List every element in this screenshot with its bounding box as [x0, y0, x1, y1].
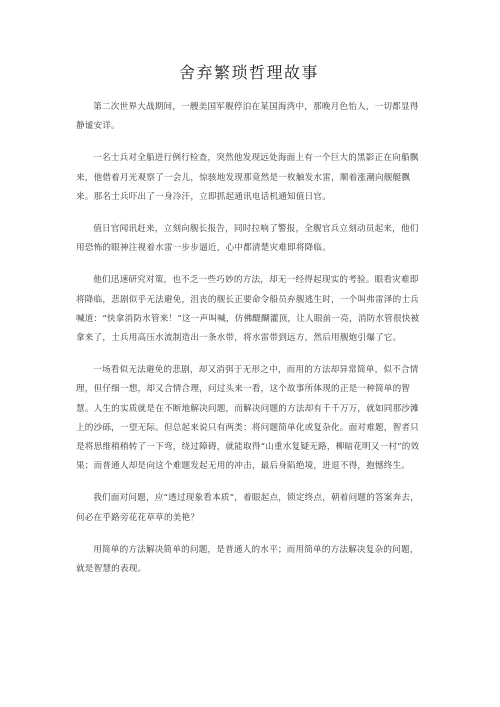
paragraph-7: 用简单的方法解决简单的问题，是普通人的水平；而用简单的方法解决复杂的问题，就是智慧的表现。 [76, 544, 419, 575]
paragraph-3: 值日官闻讯赶来，立刻向舰长报告，同时拉响了警报，全舰官兵立刻动员起来，他们用恐怖的眼神注视着水雷一步步逼近，心中都清楚灾难即将降临。 [76, 224, 419, 254]
paragraph-2: 一名士兵对全船进行例行检查，突然他发现远处海面上有一个巨大的黑影正在向船飘来，他借着月光观察了一会儿，惊骇地发现那竟然是一枚触发水雷，顺着涨潮向舰艇飘来。那名士兵吓出了一身冷汗，立即抓起通讯电话机通知值日官。 [76, 153, 419, 202]
paragraph-6: 我们面对问题，应“透过现象看本质”，着眼起点，锁定终点，朝着问题的答案奔去，何必在乎路旁花花草草的美艳？ [76, 493, 419, 523]
paragraph-5: 一场看似无法避免的悲剧，却又消弭于无形之中，而用的方法却异常简单，似不合情理，但仔细一想，却又合情合理，问过头来一看，这个故事所体现的正是一种简单的智慧。人生的实质就是在不断地解决问题，而解决问题的方法却有千千万万，就如同那沙滩上的沙砾，一望无际。但总起来说只有两类：将问题简单化或复杂化。面对难题，智者只是将思维稍稍转了一下弯，绕过障碍，就能取得“山重水复疑无路，柳暗花明又一村”的效果；而普通人却是向这个难题发起无用的冲击，最后身陷绝境，进退不得，抱憾终生。 [76, 365, 420, 472]
document-title: 舍弃繁琐哲理故事 [178, 63, 319, 82]
paragraph-4: 他们迅速研究对策，也不乏一些巧妙的方法，却无一经得起现实的考验。眼看灾难即将降临，悲剧似乎无法避免，沮丧的舰长正要命令船员弃舰逃生时，一个叫弗雷泽的士兵喊道：“快拿消防水管来！”这一声叫喊，仿佛醍醐灌顶，让人眼前一亮，消防水管很快被拿来了，士兵用高压水流制造出一条水带，将水雷带到远方，然后用舰炮引爆了它。 [76, 275, 420, 344]
paragraph-1: 第二次世界大战期间，一艘美国军舰停泊在某国海湾中，那晚月色怡人，一切都显得静谧安详。 [76, 102, 419, 132]
